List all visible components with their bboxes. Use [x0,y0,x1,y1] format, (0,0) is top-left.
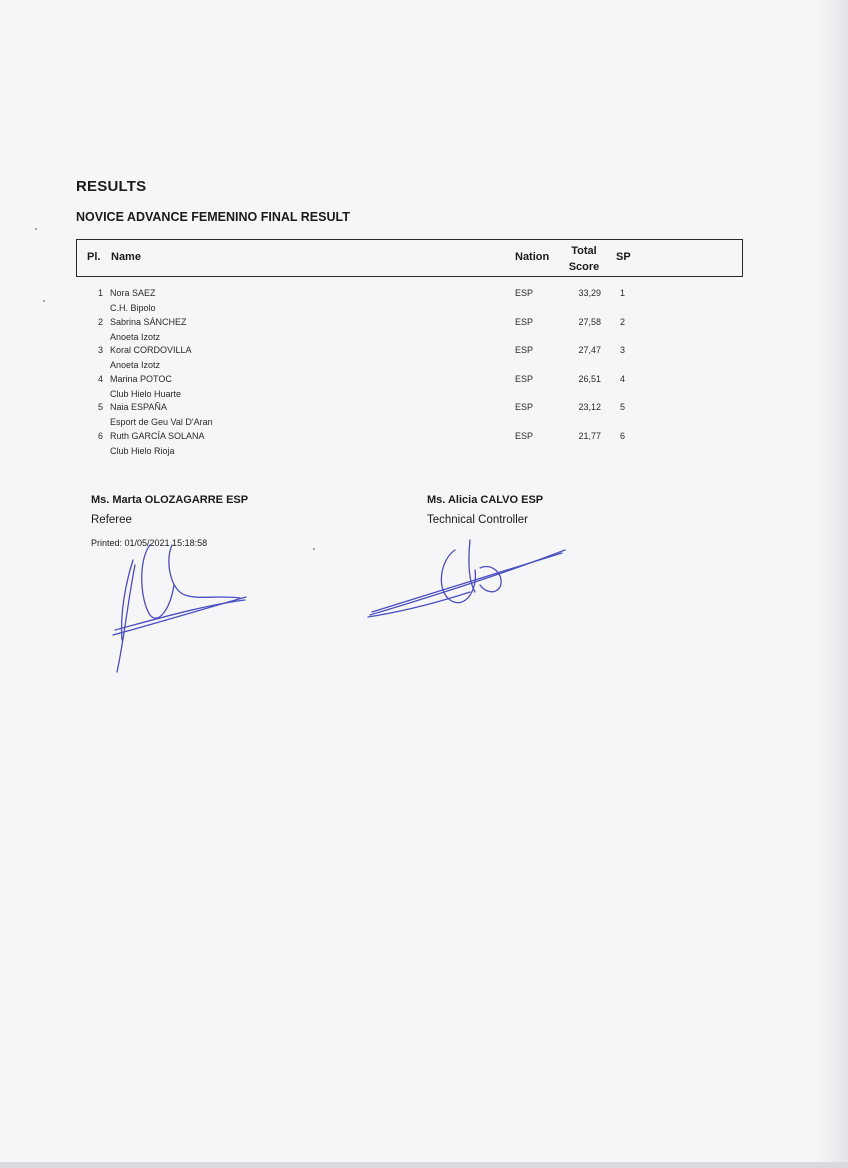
row-nation: ESP [515,345,534,355]
row-name: Ruth GARCÍA SOLANA [110,431,205,441]
row-nation: ESP [515,402,534,412]
row-sp: 5 [620,402,626,412]
printed-timestamp: Printed: 01/05/2021 15:18:58 [91,538,208,548]
row-club: Club Hielo Rioja [110,446,175,456]
row-sp: 1 [620,288,626,298]
row-sp: 2 [620,317,626,327]
row-club: Esport de Geu Val D'Aran [110,417,213,427]
row-score: 23,12 [578,402,601,412]
row-place: 2 [97,317,103,327]
row-club: Anoeta Izotz [110,332,161,342]
header-total: Total [571,245,597,257]
row-score: 27,58 [578,317,601,327]
row-name: Marina POTOC [110,374,172,384]
row-club: C.H. Bipolo [110,303,156,313]
row-score: 26,51 [578,374,601,384]
row-place: 1 [97,288,103,298]
row-score: 21,77 [578,431,601,441]
row-score: 33,29 [578,288,601,298]
row-name: Naia ESPAÑA [110,402,167,412]
row-sp: 3 [620,345,626,355]
row-club: Anoeta Izotz [110,360,161,370]
event-subtitle: NOVICE ADVANCE FEMENINO FINAL RESULT [76,210,350,224]
row-name: Sabrina SÁNCHEZ [110,317,187,327]
row-place: 6 [97,431,103,441]
row-sp: 4 [620,374,626,384]
header-name: Name [111,251,141,263]
row-place: 5 [97,402,103,412]
controller-name: Ms. Alicia CALVO ESP [427,494,544,506]
header-score: Score [568,261,600,273]
controller-role: Technical Controller [427,514,528,526]
header-sp: SP [616,251,631,263]
row-nation: ESP [515,288,534,298]
row-nation: ESP [515,431,534,441]
row-club: Club Hielo Huarte [110,389,182,399]
row-place: 3 [97,345,103,355]
referee-role: Referee [91,514,132,526]
row-nation: ESP [515,317,534,327]
row-name: Koral CORDOVILLA [110,345,192,355]
header-nation: Nation [515,251,550,263]
header-place: Pl. [87,251,101,263]
row-score: 27,47 [578,345,601,355]
referee-name: Ms. Marta OLOZAGARRE ESP [91,494,249,506]
row-nation: ESP [515,374,534,384]
row-sp: 6 [620,431,626,441]
paper-bottom-edge [0,1162,848,1168]
row-place: 4 [97,374,103,384]
row-name: Nora SAEZ [110,288,156,298]
page-title: RESULTS [76,178,147,195]
